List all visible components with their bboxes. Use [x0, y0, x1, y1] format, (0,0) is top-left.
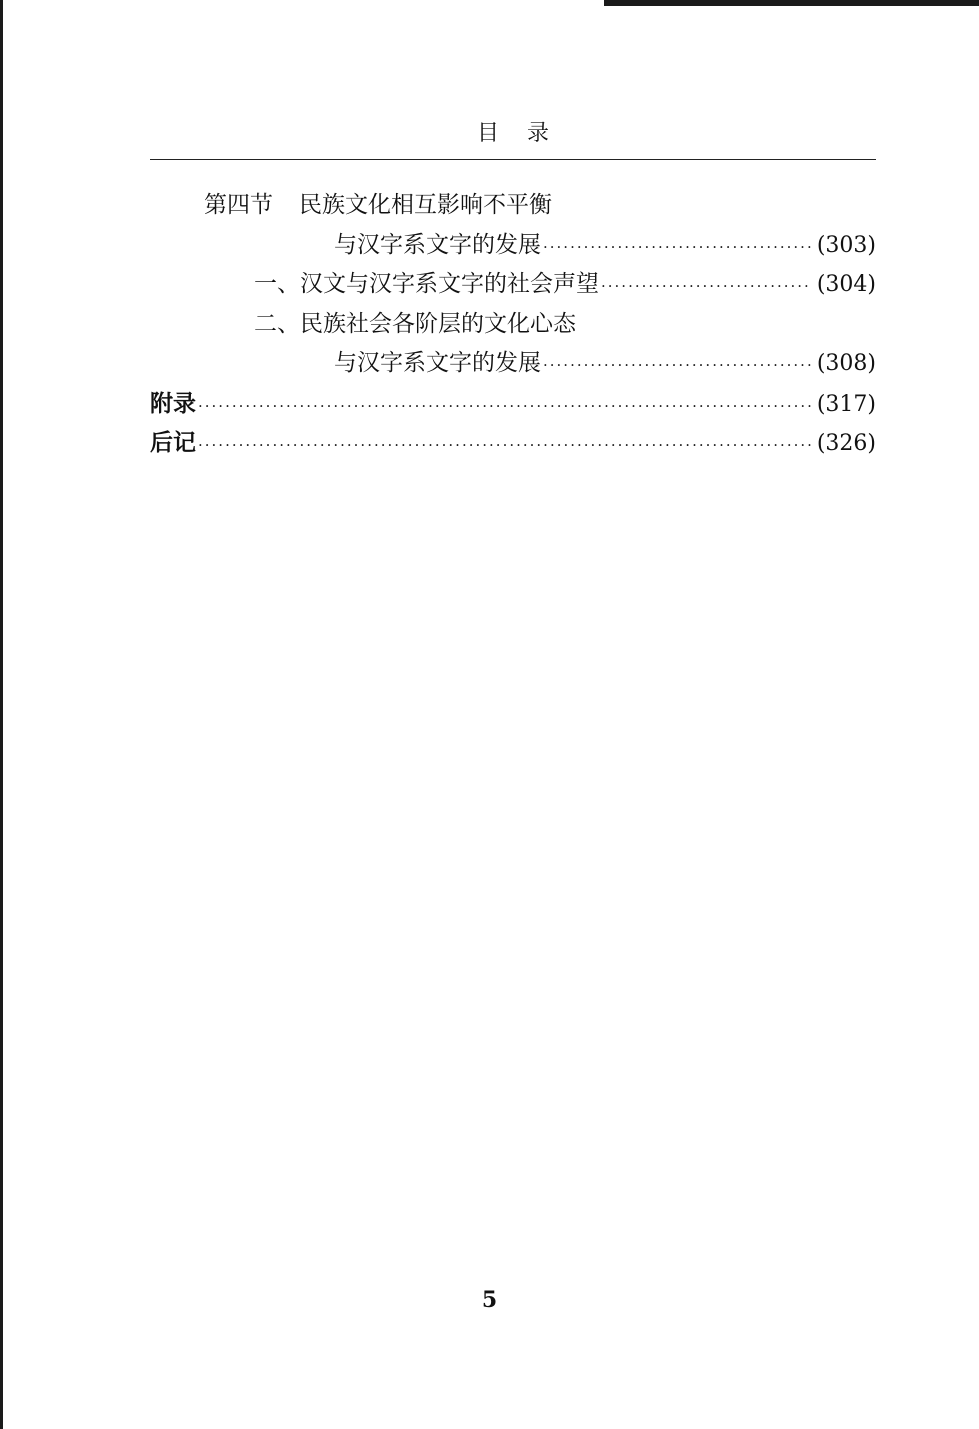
toc-entry-appendix[interactable] [150, 384, 876, 424]
toc-entry-page: (304) [816, 272, 876, 297]
toc-entry-subsection-two-cont[interactable] [150, 344, 876, 384]
toc-entry-section-four-cont[interactable] [150, 226, 876, 266]
dot-leader [198, 426, 811, 466]
toc-entry-page: (326) [816, 431, 876, 456]
toc-entry-title: 一、汉文与汉字系文字的社会声望 [254, 271, 599, 297]
toc-section-label: 第四节 [204, 192, 273, 218]
toc-entry-afterword[interactable] [150, 423, 876, 463]
toc-entry-subsection-two[interactable] [150, 305, 876, 345]
toc-entry-page: (308) [816, 351, 876, 376]
toc-entry-section-four[interactable] [150, 186, 876, 226]
header-rule [150, 159, 876, 160]
scan-top-bar [604, 0, 979, 6]
dot-leader [198, 387, 811, 427]
dot-leader [543, 228, 811, 268]
toc-entry-title: 后记 [150, 429, 196, 456]
toc-entry-subsection-one[interactable] [150, 265, 876, 305]
toc-entry-page: (317) [816, 391, 876, 417]
toc-entry-title: 民族文化相互影响不平衡 [299, 192, 552, 218]
toc-entry-title: 附录 [150, 389, 196, 417]
dot-leader [543, 346, 811, 386]
toc-entry-title: 二、民族社会各阶层的文化心态 [254, 310, 576, 337]
running-head: 目录 [476, 121, 577, 146]
toc-entry-title: 与汉字系文字的发展 [334, 231, 541, 258]
table-of-contents [150, 186, 876, 463]
page-left-edge [0, 0, 3, 1429]
toc-entry-title: 与汉字系文字的发展 [334, 350, 541, 376]
toc-entry-page: (303) [816, 232, 876, 258]
dot-leader [601, 267, 811, 307]
page-number: 5 [481, 1287, 498, 1313]
